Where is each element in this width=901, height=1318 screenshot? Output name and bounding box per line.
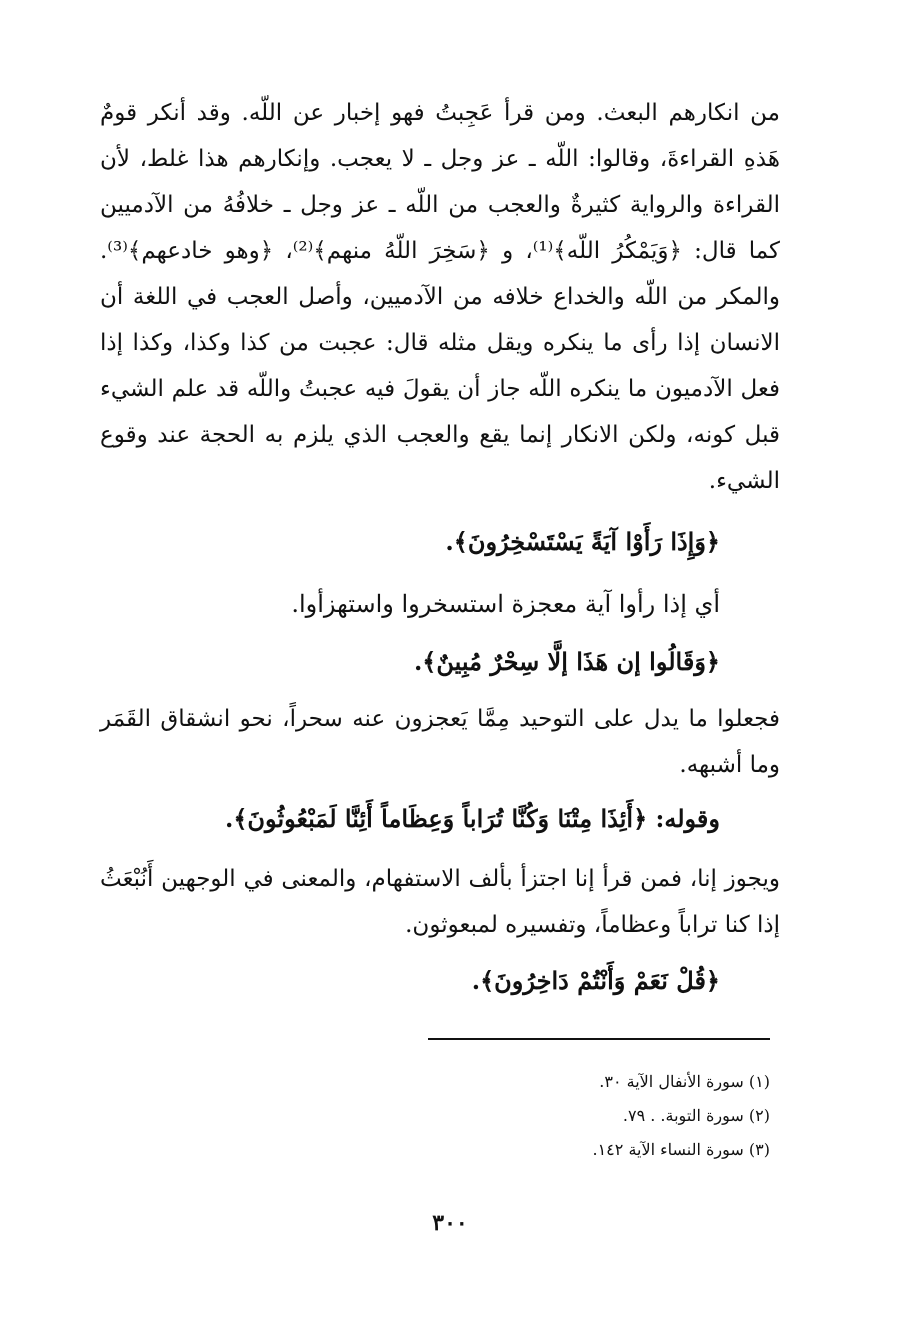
page-number: ٣٠٠ (432, 1210, 468, 1236)
footnote-3: (٣) سورة النساء الآية ١٤٢. (592, 1140, 770, 1159)
quran-verse-4: ﴿قُلْ نَعَمْ وَأَنْتُمْ دَاخِرُونَ﴾. (471, 966, 720, 995)
verse-explanation: أي إذا رأوا آية معجزة استسخروا واستهزأوا. (291, 590, 720, 618)
footnotes (300, 1065, 770, 1167)
body-paragraph-3: ويجوز إنا، فمن قرأ إنا اجتزأ بألف الاستفهام، والمعنى في الوجهين أَنُبْعَثُ إذا كنا تراباً وعظاماً، وتفسيره لمبعوثون. (100, 866, 780, 938)
body-paragraph-1: من انكارهم البعث. ومن قرأ عَجِبتُ فهو إخبار عن اللّه. وقد أنكر قومٌ هَذهِ القراءةَ، وقالوا: اللّه ـ عز وجل ـ لا يعجب. وإنكارهم هذا غلط، لأن القراءة والرواية كثيرةٌ والعجب من اللّه ـ عز وجل ـ خلافُهُ من الآدميين كما قال: ﴿وَيَمْكُرُ اللّه﴾⁽¹⁾، و ﴿سَخِرَ اللّهُ منهم﴾⁽²⁾، ﴿وهو خادعهم﴾⁽³⁾. والمكر من اللّه والخداع خلافه من الآدميين، وأصل العجب في اللغة أن الانسان إذا رأى ما ينكره ويقل مثله قال: عجبت من كذا وكذا، وكذا إذا فعل الآدميون ما ينكره اللّه جاز أن يقولَ فيه عجبتُ واللّه قد علم الشيء قبل كونه، ولكن الانكار إنما يقع والعجب الذي يلزم به الحجة عند وقوع الشيء. (100, 100, 780, 494)
footnote-divider (428, 1038, 770, 1040)
body-paragraph-2: فجعلوا ما يدل على التوحيد مِمَّا يَعجزون عنه سحراً، نحو انشقاق القَمَر وما أشبهه. (100, 706, 780, 778)
quran-verse-2: ﴿وَقَالُوا إن هَذَا إلَّا سِحْرٌ مُبِينٌ﴾. (413, 647, 720, 676)
quran-verse-3: وقوله: ﴿أَئِذَا مِتْنَا وَكُنَّا تُرَاباً وَعِظَاماً أَئِنَّا لَمَبْعُوثُونَ﴾. (225, 804, 720, 833)
quran-verse-1: ﴿وَإِذَا رَأَوْا آيَةً يَسْتَسْخِرُونَ﴾. (445, 527, 720, 556)
footnote-2: (٢) سورة التوبة. . ٧٩. (622, 1106, 770, 1125)
footnote-1: (١) سورة الأنفال الآية ٣٠. (599, 1072, 770, 1091)
